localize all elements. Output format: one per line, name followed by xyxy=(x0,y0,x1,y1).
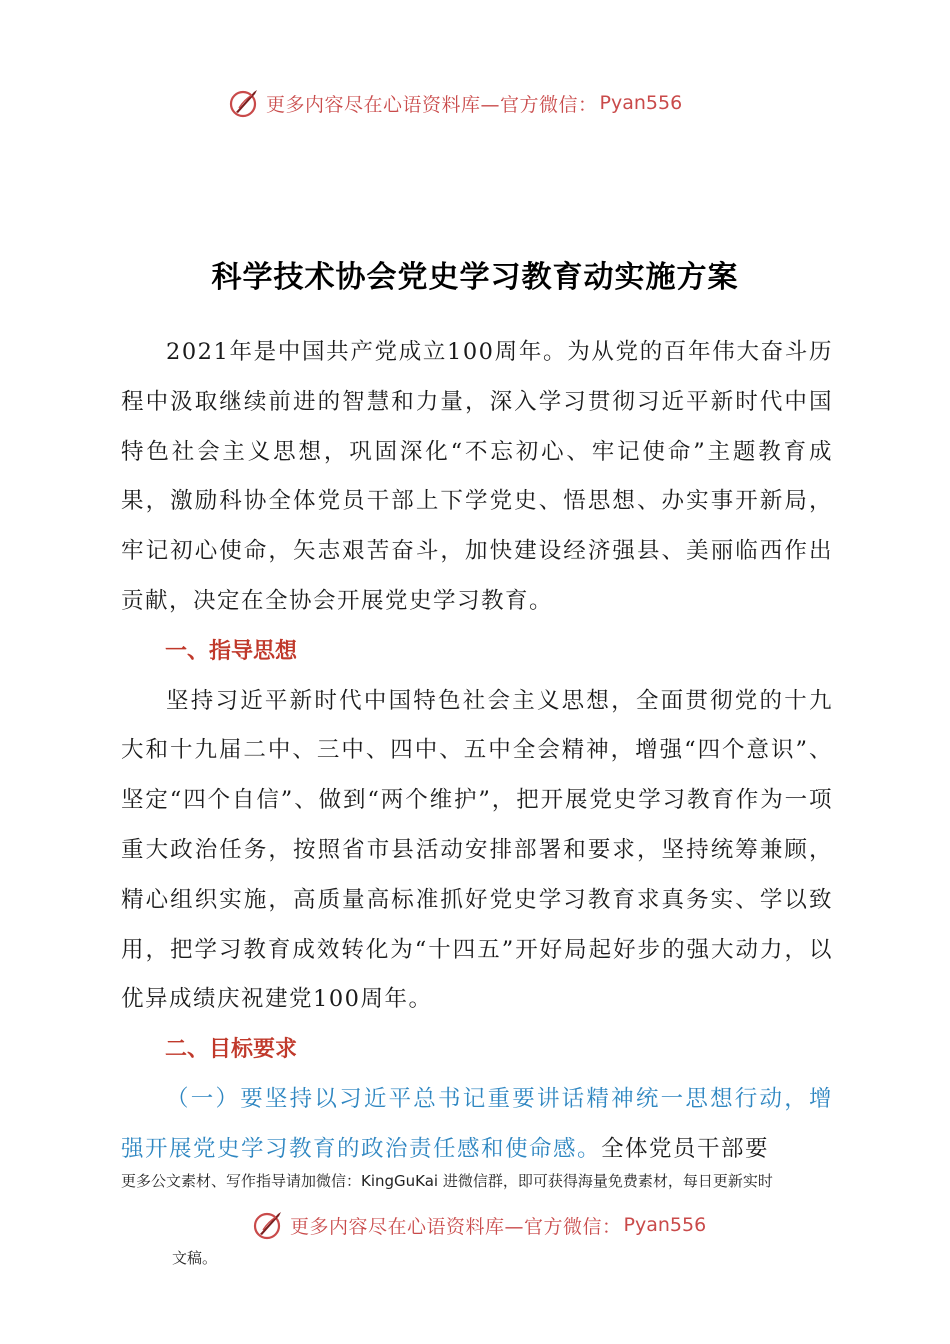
document-title: 科学技术协会党史学习教育动实施方案 xyxy=(211,260,739,295)
section-body-goals-tail: 全体党员干部要 xyxy=(601,1135,770,1162)
section-heading-goals: 二、目标要求 xyxy=(165,1037,298,1063)
watermark-text: 更多内容尽在心语资料库—官方微信： xyxy=(290,1215,622,1238)
watermark-top xyxy=(228,86,682,120)
sub-heading-1: （一）要坚持以习近平总书记重要讲话精神统一思想行动，增强开展党史学习教育的政治责任感和使命感。 xyxy=(121,1085,833,1162)
section-body-goals xyxy=(121,1075,833,1175)
watermark-id: Pyan556 xyxy=(599,92,683,114)
footer-tail: 文稿。 xyxy=(172,1249,218,1267)
watermark-bottom xyxy=(252,1208,706,1242)
quill-logo-icon xyxy=(252,1208,286,1242)
watermark-id: Pyan556 xyxy=(623,1214,707,1236)
quill-logo-icon xyxy=(228,86,262,120)
section-body-guiding: 坚持习近平新时代中国特色社会主义思想，全面贯彻党的十九大和十九届二中、三中、四中、五中全会精神，增强“四个意识”、坚定“四个自信”、做到“两个维护”，把开展党史学习教育作为一项重大政治任务，按照省市县活动安排部署和要求，坚持统筹兼顾，精心组织实施，高质量高标准抓好党史学习教育求真务实、学以致用，把学习教育成效转化为“十四五”开好局起好步的强大动力，以优异成绩庆祝建党100周年。 xyxy=(121,687,833,1013)
section-heading-guiding: 一、指导思想 xyxy=(165,638,298,664)
intro-paragraph: 2021年是中国共产党成立100周年。为从党的百年伟大奋斗历程中汲取继续前进的智慧和力量，深入学习贯彻习近平新时代中国特色社会主义思想，巩固深化“不忘初心、牢记使命”主题教育成果，激励科协全体党员干部上下学党史、悟思想、办实事开新局，牢记初心使命，矢志艰苦奋斗，加快建设经济强县、美丽临西作出贡献，决定在全协会开展党史学习教育。 xyxy=(121,339,833,614)
document-body xyxy=(121,328,833,1175)
footer-note: 更多公文素材、写作指导请加微信：KingGuKai 进微信群，即可获得海量免费素材，每日更新实时 xyxy=(121,1172,773,1190)
watermark-text: 更多内容尽在心语资料库—官方微信： xyxy=(266,93,598,116)
